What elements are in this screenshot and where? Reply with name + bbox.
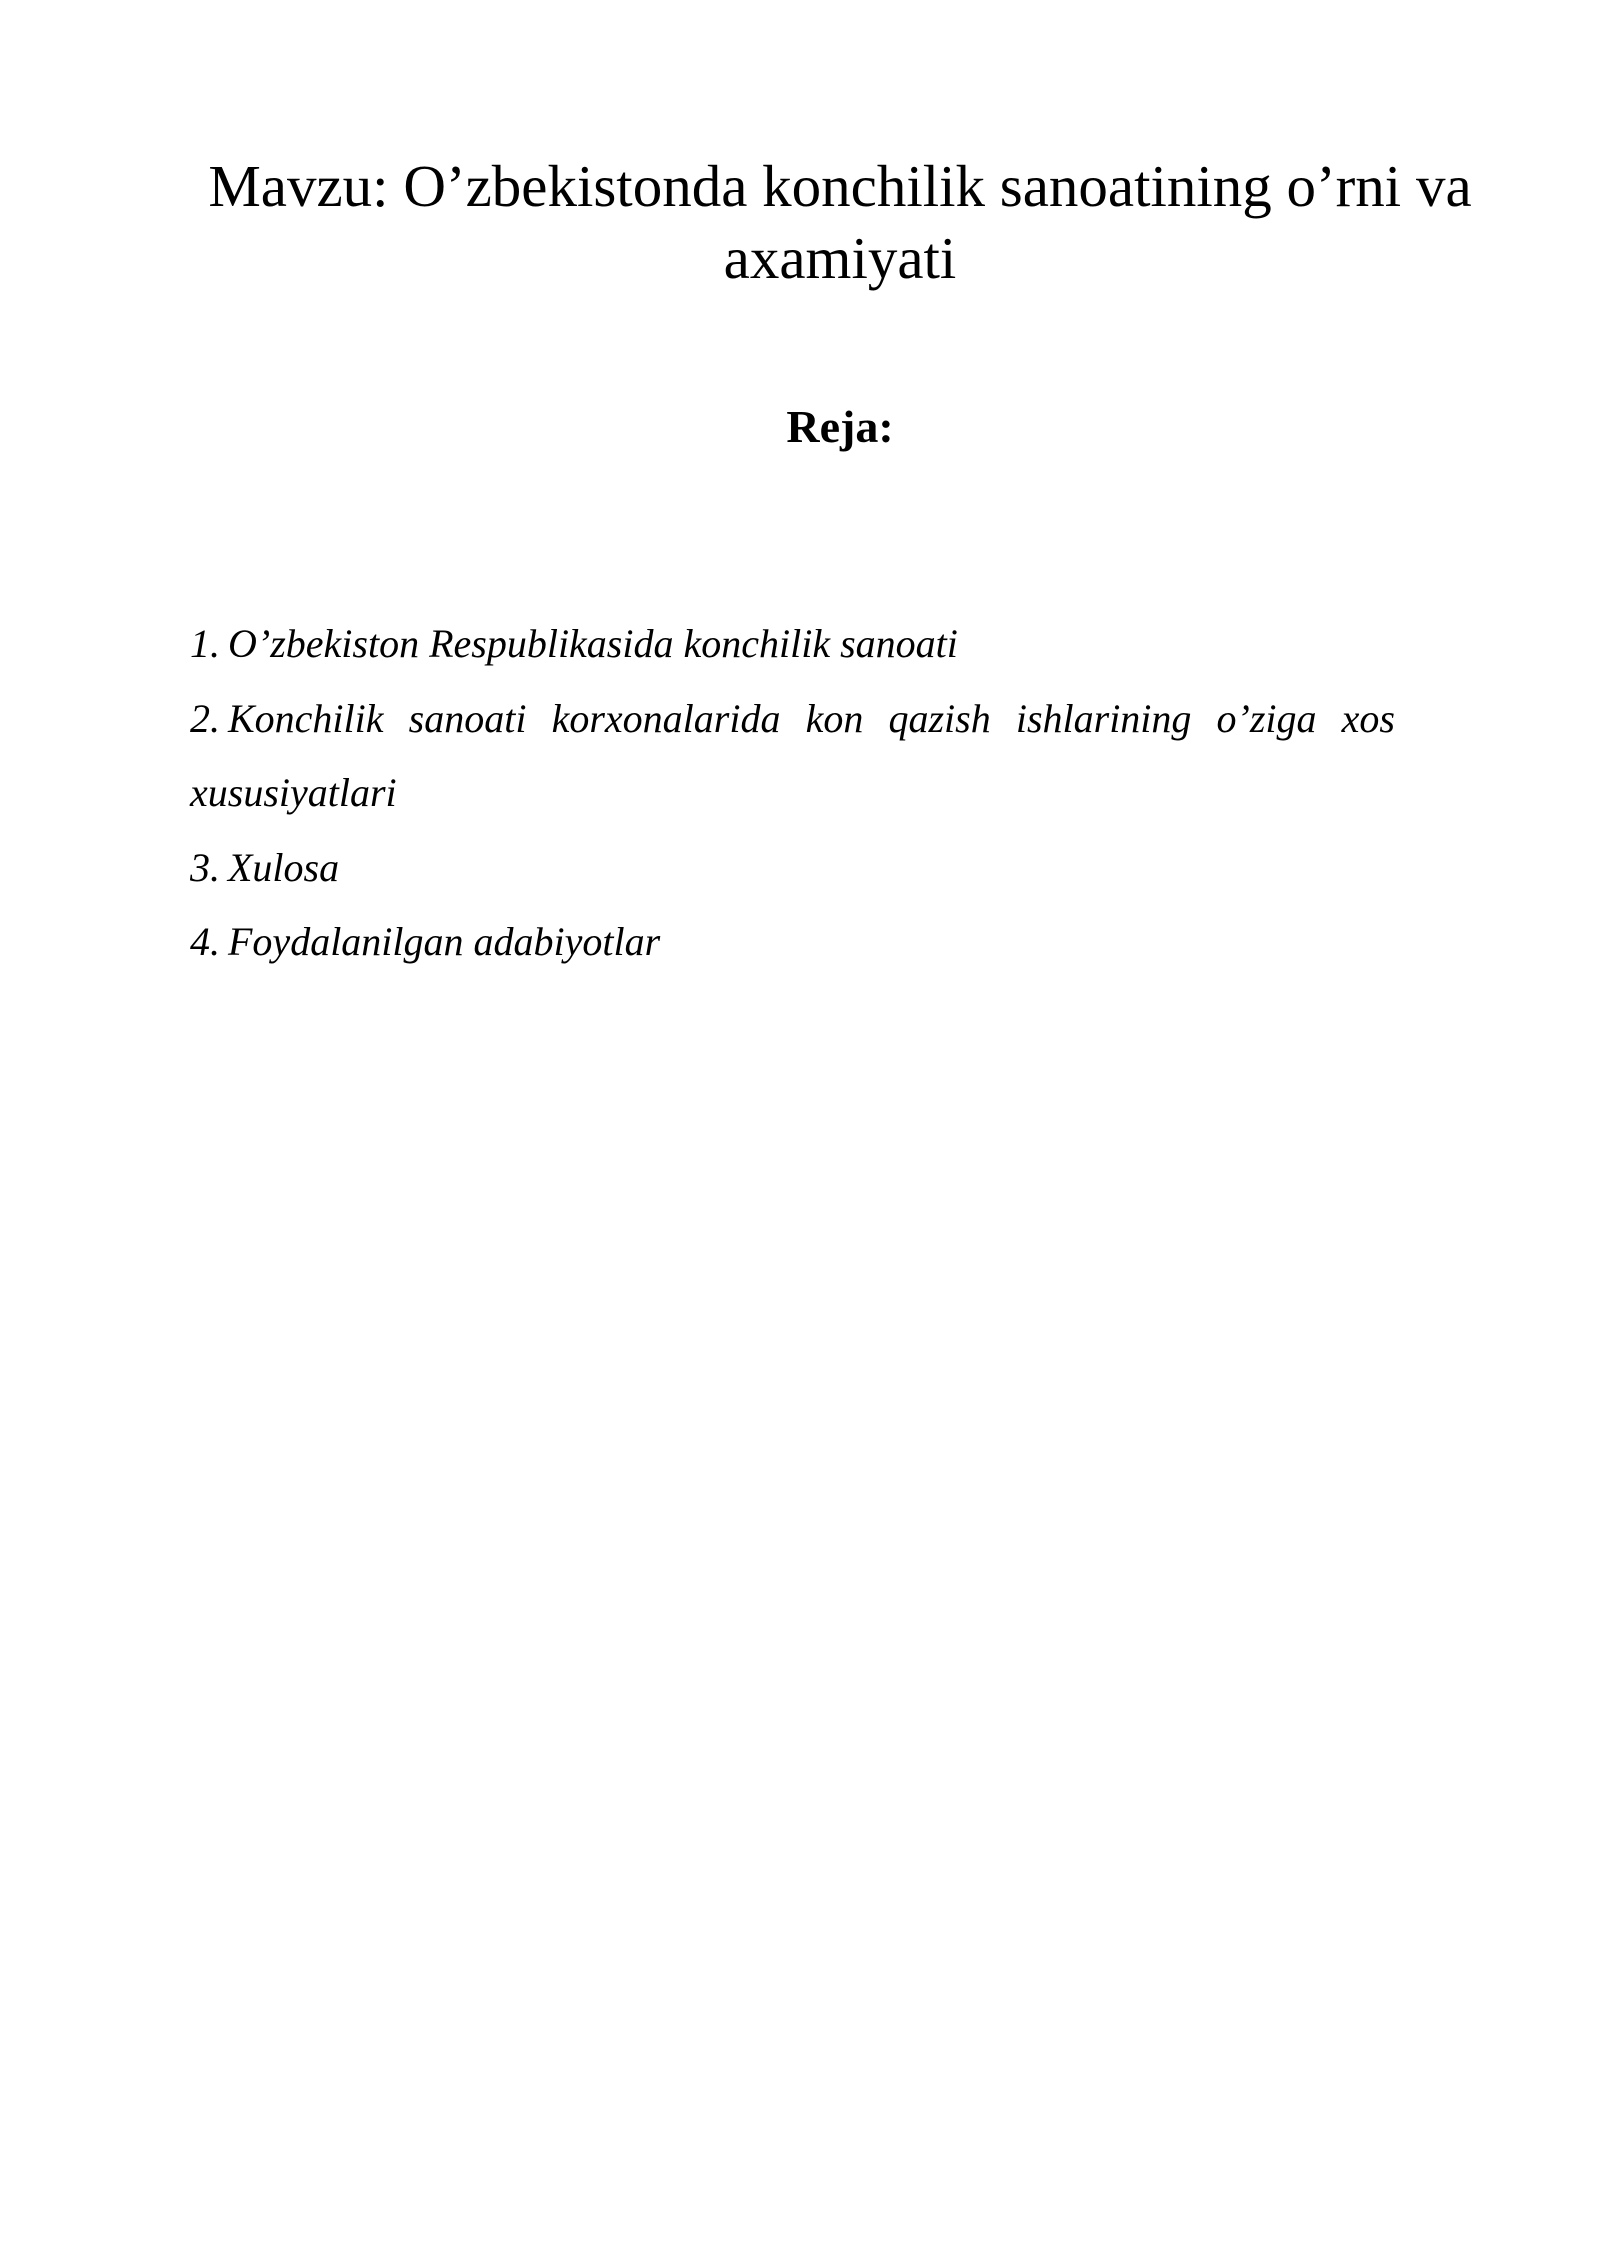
plan-item-number: 2.: [190, 695, 220, 741]
plan-item-number: 1.: [190, 621, 220, 666]
plan-list: [190, 607, 1395, 980]
plan-item-4: [190, 905, 1395, 980]
plan-heading: Reja:: [786, 401, 894, 452]
plan-item-text: Foydalanilgan adabiyotlar: [228, 919, 661, 964]
plan-item-2: [190, 682, 1395, 831]
plan-item-text: Konchilik sanoati korxonalarida kon qazish ishlarining o’ziga xos xususiyatlari: [190, 695, 1395, 815]
plan-item-number: 4.: [190, 919, 220, 964]
plan-item-text: Xulosa: [228, 844, 340, 890]
plan-item-3: [190, 831, 1395, 906]
document-title: Mavzu: O’zbekistonda konchilik sanoatining o’rni va axamiyati: [208, 153, 1472, 291]
plan-item-1: [190, 607, 1395, 682]
plan-item-text: O’zbekiston Respublikasida konchilik sanoati: [228, 621, 958, 666]
plan-item-number: 3.: [190, 844, 220, 890]
